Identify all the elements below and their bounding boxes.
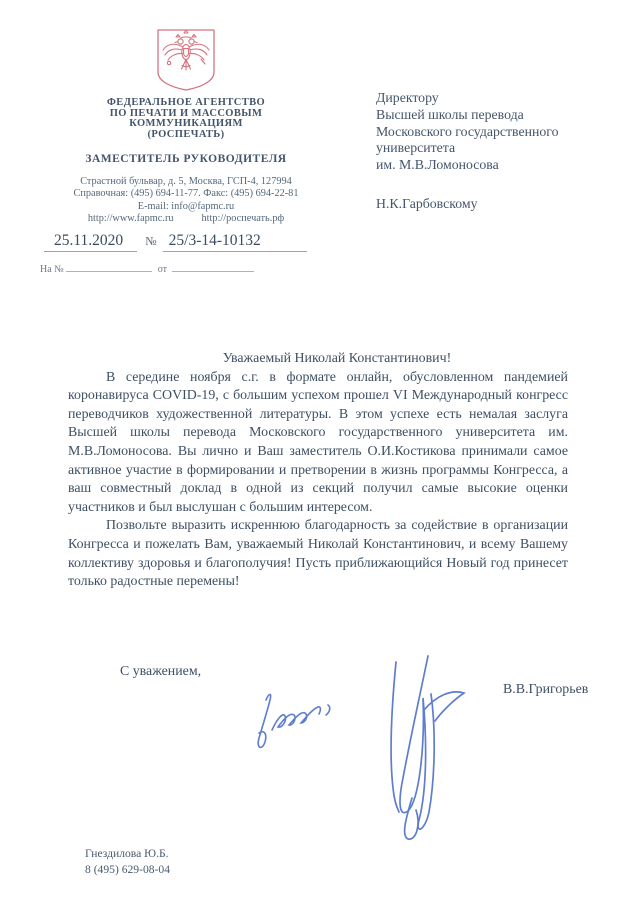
body-paragraph-1: В середине ноября с.г. в формате онлайн, обусловленном пандемией коронавируса COVID-19, с большим успехом прошел VI Международный конгресс переводчиков художественной литературы. В этом успехе есть немалая заслуга Высшей школы перевода Московского государственного университета им. М.В.Ломоносова. Вы лично и Ваш заместитель О.И.Костикова принимали самое активное участие в формировании и претворении в жизнь программы Конгресса, а ваш совместный доклад в одной из секций получил самые высокие оценки участников и был выслушан с большим интересом.	[68, 369, 568, 515]
executor-block	[85, 846, 170, 877]
reference-number-blank	[66, 261, 152, 272]
recipient-line: Московского государственного	[376, 123, 559, 139]
reference-label-ot: от	[157, 264, 167, 276]
letter-number: 25/3-14-10132	[163, 232, 307, 252]
agency-name	[38, 98, 334, 140]
agency-name-line: ФЕДЕРАЛЬНОЕ АГЕНТСТВО	[106, 97, 266, 108]
postal-address: Страстной бульвар, д. 5, Москва, ГСП-4, 127994	[80, 176, 292, 187]
website-url-cyrillic: http://роспечать.рф	[201, 212, 285, 224]
website-url: http://www.fapmc.ru	[87, 212, 174, 224]
agency-name-line: (РОСПЕЧАТЬ)	[147, 128, 225, 140]
executor-phone: 8 (495) 629-08-04	[85, 862, 171, 876]
recipient-line: Директору	[376, 90, 439, 105]
letter-body	[68, 350, 568, 592]
executor-name: Гнездилова Ю.Б.	[85, 847, 169, 860]
letter-date: 25.11.2020	[44, 232, 137, 252]
reference-line	[38, 261, 334, 275]
email-line: E-mail: info@fapmc.ru	[137, 200, 235, 212]
phone-fax-line: Справочная: (495) 694-11-77. Факс: (495) 694-22-81	[73, 188, 299, 200]
contact-block	[38, 176, 334, 225]
reference-date-blank	[172, 261, 254, 272]
valediction: С уважением,	[120, 664, 202, 679]
salutation: Уважаемый Николай Константинович!	[222, 351, 452, 366]
number-sign: №	[145, 234, 157, 249]
signature-ink-small	[252, 678, 347, 768]
websites-line	[38, 213, 334, 225]
position-title: ЗАМЕСТИТЕЛЬ РУКОВОДИТЕЛЯ	[85, 153, 287, 165]
body-paragraph-2: Позвольте выразить искреннюю благодарность за содействие в организации Конгресса и пожелать Вам, уважаемый Николай Константинович, и всему Вашему коллективу здоровья и благополучия! Пусть приближающийся Новый год принесет только радостные перемены!	[68, 518, 568, 590]
recipient-line: Высшей школы перевода	[376, 106, 524, 122]
recipient-block	[376, 90, 616, 213]
letterhead	[38, 28, 334, 275]
recipient-line: им. М.В.Ломоносова	[376, 157, 499, 173]
signature-ink-large	[368, 648, 473, 853]
signer-name: В.В.Григорьев	[503, 682, 589, 697]
agency-name-line: КОММУНИКАЦИЯМ	[129, 118, 243, 129]
reference-label-na: На №	[40, 264, 64, 276]
agency-name-line: ПО ПЕЧАТИ И МАССОВЫМ	[109, 107, 263, 119]
recipient-line: университета	[376, 140, 456, 156]
date-number-line	[38, 232, 334, 252]
addressee-name: Н.К.Гарбовскому	[376, 195, 478, 211]
coat-of-arms-icon	[155, 28, 217, 92]
